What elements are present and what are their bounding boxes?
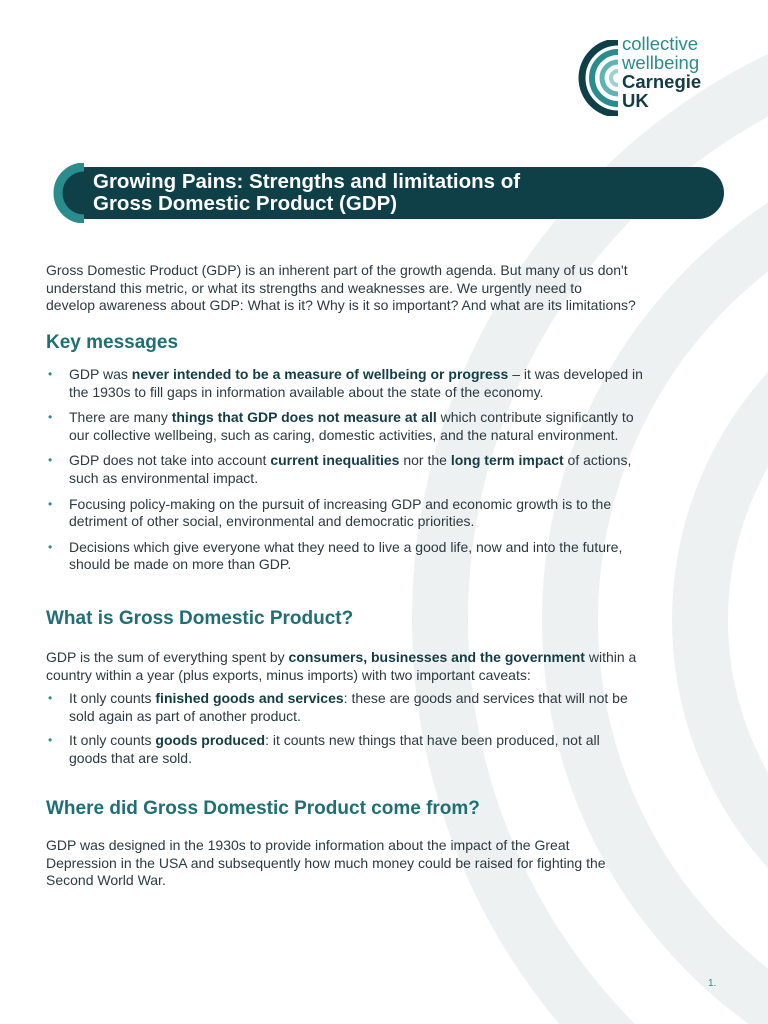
bullet-icon: • bbox=[48, 691, 53, 705]
text: There are many bbox=[69, 409, 172, 426]
text: which contribute significantly to bbox=[436, 409, 634, 426]
logo-text-uk: UK bbox=[622, 90, 649, 111]
key-messages-heading: Key messages bbox=[46, 332, 179, 353]
text: GDP was bbox=[69, 366, 132, 382]
page-title bbox=[93, 171, 693, 215]
bullet-icon: • bbox=[48, 496, 53, 511]
bold-text: goods produced bbox=[155, 732, 266, 749]
what-is-gdp-heading: What is Gross Domestic Product? bbox=[46, 608, 354, 629]
what-is-gdp-paragraph bbox=[46, 649, 726, 684]
where-from-heading: Where did Gross Domestic Product come from? bbox=[46, 798, 480, 819]
bold-text: never intended to be a measure of wellbeing or progress bbox=[131, 366, 509, 382]
text: should be made on more than GDP. bbox=[69, 556, 292, 573]
bullet-icon: • bbox=[48, 733, 53, 748]
intro-line: understand this metric, or what its strengths and weaknesses are. We urgently need to bbox=[46, 279, 582, 296]
text: the 1930s to fill gaps in information available about the state of the economy. bbox=[69, 383, 544, 400]
list-item bbox=[46, 690, 718, 725]
bullet-icon: • bbox=[48, 453, 53, 468]
logo-text-carnegie: Carnegie bbox=[622, 71, 702, 92]
text: GDP was designed in the 1930s to provide information about the impact of the Great bbox=[46, 837, 570, 853]
text: It only counts bbox=[69, 732, 156, 749]
text: Decisions which give everyone what they need to live a good life, now and into the future, bbox=[69, 538, 623, 555]
bullet-icon: • bbox=[48, 367, 53, 381]
list-item bbox=[46, 366, 718, 401]
text: such as environmental impact. bbox=[69, 469, 259, 486]
text: sold again as part of another product. bbox=[69, 707, 301, 724]
text: It only counts bbox=[69, 690, 156, 706]
bold-text: consumers, businesses and the government bbox=[288, 649, 585, 665]
text: within a bbox=[584, 649, 637, 665]
text: – it was developed in bbox=[508, 366, 643, 382]
collective-wellbeing-carnegie-logo bbox=[574, 34, 734, 118]
bold-text: long term impact bbox=[450, 452, 564, 469]
list-item bbox=[46, 409, 718, 444]
list-item bbox=[46, 452, 718, 487]
bullet-icon: • bbox=[48, 539, 53, 554]
intro-paragraph bbox=[46, 262, 726, 315]
page-title-line-2: Gross Domestic Product (GDP) bbox=[93, 192, 398, 215]
bold-text: things that GDP does not measure at all bbox=[171, 409, 437, 426]
concentric-arcs-logo-icon bbox=[574, 40, 620, 116]
text: Depression in the USA and subsequently how much money could be raised for fighting the bbox=[46, 854, 606, 871]
logo-text-wellbeing: wellbeing bbox=[622, 52, 700, 73]
list-item bbox=[46, 539, 718, 574]
text: detriment of other social, environmental and democratic priorities. bbox=[69, 513, 475, 530]
text: Second World War. bbox=[46, 872, 166, 889]
page-number: 1. bbox=[708, 978, 717, 989]
list-item bbox=[46, 732, 718, 767]
text: nor the bbox=[399, 452, 451, 469]
text: our collective wellbeing, such as caring, domestic activities, and the natural environment. bbox=[69, 426, 619, 443]
bullet-icon: • bbox=[48, 410, 53, 425]
text: country within a year (plus exports, minus imports) with two important caveats: bbox=[46, 666, 531, 683]
intro-line: Gross Domestic Product (GDP) is an inherent part of the growth agenda. But many of us don't bbox=[46, 262, 628, 278]
title-banner bbox=[46, 163, 724, 223]
list-item bbox=[46, 496, 718, 531]
text: : these are goods and services that will not be bbox=[343, 690, 628, 706]
intro-line: develop awareness about GDP: What is it? Why is it so important? And what are its limitations? bbox=[46, 297, 636, 314]
title-arc-icon bbox=[46, 163, 86, 223]
key-messages-list bbox=[46, 366, 718, 574]
text: Focusing policy-making on the pursuit of increasing GDP and economic growth is to the bbox=[69, 495, 612, 512]
bold-text: current inequalities bbox=[270, 452, 400, 469]
text: GDP does not take into account bbox=[69, 452, 271, 469]
where-from-paragraph bbox=[46, 837, 726, 890]
text: : it counts new things that have been produced, not all bbox=[265, 732, 600, 749]
text: GDP is the sum of everything spent by bbox=[46, 649, 289, 665]
text: goods that are sold. bbox=[69, 749, 192, 766]
gdp-caveats-list bbox=[46, 690, 718, 767]
logo-text-collective: collective bbox=[622, 33, 699, 54]
bold-text: finished goods and services bbox=[155, 690, 344, 706]
page-title-line-1: Growing Pains: Strengths and limitations of bbox=[93, 170, 521, 193]
text: of actions, bbox=[563, 452, 632, 469]
